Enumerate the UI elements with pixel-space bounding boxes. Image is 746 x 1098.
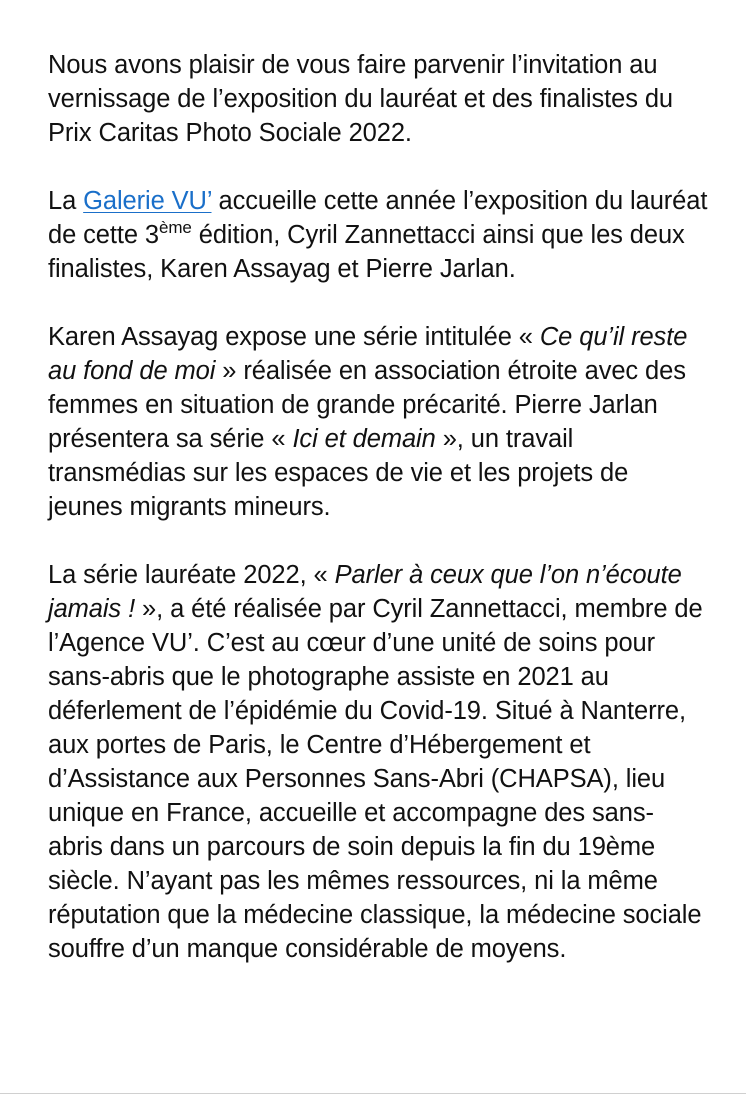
finalists-text-1: Karen Assayag expose une série intitulée «	[48, 323, 540, 351]
paragraph-invitation	[48, 48, 708, 150]
gallery-text-before: La	[48, 187, 84, 215]
invitation-text: Nous avons plaisir de vous faire parvenir l’invitation au vernissage de l’exposition du lauréat et des finalistes du Prix Caritas Photo Sociale 2022.	[48, 51, 674, 147]
paragraph-gallery	[48, 184, 708, 286]
series-title-assayag: Ce qu’il reste au fond de moi	[48, 323, 688, 385]
series-title-jarlan: Ici et demain	[292, 425, 436, 453]
gallery-text-rest: édition, Cyril Zannettacci ainsi que les deux finalistes, Karen Assayag et Pierre Jarlan.	[48, 221, 685, 283]
laureate-text-2: », a été réalisée par Cyril Zannettacci, membre de l’Agence VU’. C’est au cœur d’une unité de soins pour sans-abris que le photographe assiste en 2021 au déferlement de l’épidémie du Covid-19. Situé à Nanterre, aux portes de Paris, le Centre d’Hébergement et d’Assistance aux Personnes Sans-Abri (CHAPSA), lieu unique en France, accueille et accompagne des sans-abris dans un parcours de soin depuis la fin du 19ème siècle. N’ayant pas les mêmes ressources, ni la même réputation que la médecine classique, la médecine sociale souffre d’un manque considérable de moyens.	[48, 595, 703, 963]
message-body	[48, 48, 708, 966]
laureate-text-1: La série lauréate 2022, «	[48, 561, 335, 589]
bottom-divider	[0, 1093, 746, 1094]
paragraph-laureate	[48, 558, 708, 966]
galerie-vu-link[interactable]: Galerie VU’	[83, 187, 212, 215]
edition-superscript: ème	[159, 218, 192, 237]
finalists-text-2: » réalisée en association étroite avec des femmes en situation de grande précarité. Pierre Jarlan présentera sa série «	[48, 357, 686, 453]
series-title-laureate: Parler à ceux que l’on n’écoute jamais !	[48, 561, 682, 623]
gallery-text-after: accueille cette année l’exposition du lauréat de cette 3	[48, 187, 708, 249]
finalists-text-3: », un travail transmédias sur les espaces de vie et les projets de jeunes migrants mineurs.	[48, 425, 629, 521]
paragraph-finalists	[48, 320, 708, 524]
